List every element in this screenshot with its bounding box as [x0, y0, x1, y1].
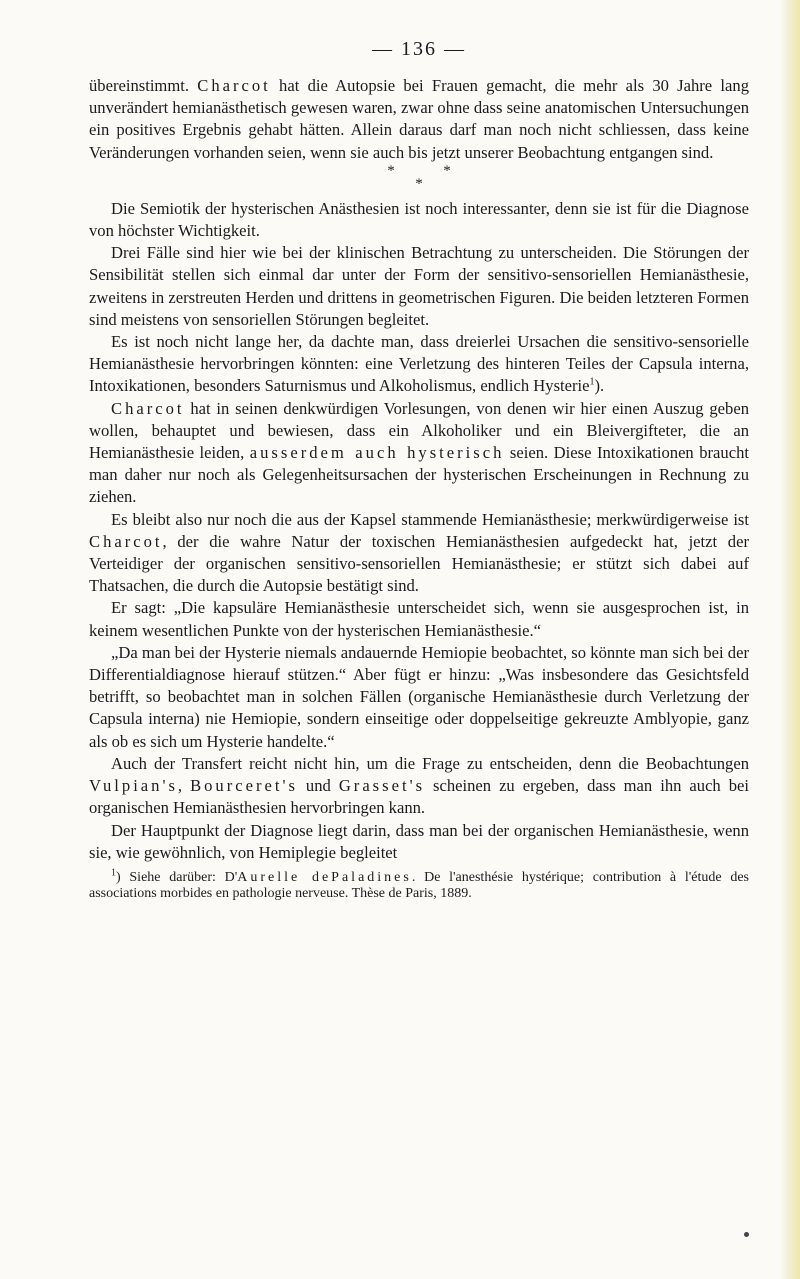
paragraph [89, 820, 749, 864]
spaced-name: Charcot [89, 531, 163, 551]
footnote-text [89, 867, 749, 902]
text-run: übereinstimmt. [89, 76, 198, 95]
text-run: . De l'anesthésie hystérique; contribution à l'étude des associations morbides en pathologie nerveuse. Thèse de Paris, 1889. [89, 869, 749, 901]
text-run: Auch der Transfert reicht nicht hin, um die Frage zu entscheiden, denn die Beobachtungen [111, 753, 749, 773]
spaced-name: Charcot [197, 76, 271, 95]
star-glyph: * [443, 162, 451, 179]
spaced-name: Bourceret's [190, 776, 298, 796]
text-run: Der Hauptpunkt der Diagnose liegt darin, dass man bei der organischen Hemianästhesie, wenn sie, wie gewöhnlich, von Hemiplegie begleitet [89, 820, 749, 862]
text-run: seien. Diese Intoxikationen braucht man daher nur noch als Gelegenheitsursachen der hysterischen Erscheinungen in Rechnung zu ziehen. [89, 443, 749, 507]
text-run: , [177, 776, 191, 796]
text-run: Es bleibt also nur noch die aus der Kapsel stammende Hemianästhesie; merkwürdigerweise ist [111, 509, 749, 529]
text-run: Er sagt: „Die kapsuläre Hemianästhesie unterscheidet sich, wenn sie ausgesprochen ist, in keinem wesentlichen Punkte von der hysterischen Hemianästhesie.“ [89, 598, 749, 640]
spaced-name: Charcot [111, 398, 185, 418]
text-run: Drei Fälle sind hier wie bei der klinischen Betrachtung zu unterscheiden. Die Störungen der Sensibilität stellen sich einmal dar unter der Form der sensitivo-sensoriellen Hemianästhesie, zweitens in zerstreuten Herden und drittens in geometrischen Figuren. Die beiden letzteren Formen sind meistens von sensoriellen Störungen begleitet. [89, 243, 749, 329]
footnote [89, 867, 749, 902]
paragraph [89, 642, 749, 753]
spaced-name: Vulpian's [89, 776, 178, 796]
footnote-marker: 1 [111, 867, 116, 879]
text-run: „Da man bei der Hysterie niemals andauernde Hemiopie beobachtet, so könnte man sich bei der Differentialdiagnose hierauf stützen.“ Aber fügt er hinzu: „Was insbesondere das Gesichtsfeld betrifft, so beobachtet man in solchen Fällen (organische Hemianästhesie durch Verletzung der Capsula interna) nie Hemiopie, sondern einseitige oder doppelseitige gekreuzte Amblyopie, ganz als ob es sich um Hysterie handelte.“ [89, 642, 749, 751]
paragraph [89, 753, 749, 820]
text-run: Die Semiotik der hysterischen Anästhesien ist noch interessanter, denn sie ist für die Diagnose von höchster Wichtigkeit. [89, 198, 749, 241]
footnote-marker: 1 [589, 376, 595, 388]
page-number: — 136 — [372, 38, 466, 60]
paragraph [89, 198, 749, 242]
text-run: ) Siehe darüber: D' [116, 869, 238, 885]
text-run: ). [594, 376, 605, 396]
text-run: , der die wahre Natur der toxischen Hemianästhesien aufgedeckt hat, jetzt der Verteidiger der organischen sensitivo-sensoriellen Hemianästhesie; er stützt sich dabei auf Thatsachen, die durch die Autopsie bestätigt sind. [89, 531, 749, 596]
paragraph [89, 242, 749, 331]
body-text [89, 75, 749, 864]
spaced-name: ausserdem auch hysterisch [249, 443, 505, 463]
star-glyph: * [415, 175, 423, 192]
page-content [89, 38, 749, 902]
spaced-name: Aurelle dePaladines [237, 869, 412, 885]
spaced-name: Grasset's [338, 776, 426, 796]
page-edge-stain [780, 0, 800, 1279]
section-divider-stars [89, 162, 749, 192]
paragraph [89, 509, 749, 598]
paragraph [89, 331, 749, 398]
text-run: hat in seinen denkwürdigen Vorlesungen, von denen wir hier einen Auszug geben wollen, behauptet und bewiesen, dass ein Alkoholiker und ein Bleivergifteter, die an Hemianästhesie leiden, [89, 398, 749, 463]
text-run: Es ist noch nicht lange her, da dachte man, dass dreierlei Ursachen die sensitivo-sensorielle Hemianästhesie hervorbringen könnten: eine Verletzung des hinteren Teiles der Capsula interna, Intoxikationen, besonders Saturnismus und Alkoholismus, endlich Hysterie [89, 332, 749, 396]
text-run: hat die Autopsie bei Frauen gemacht, die mehr als 30 Jahre lang unverändert hemianästhetisch gewesen waren, zwar ohne dass seine anatomischen Untersuchungen ein positives Ergebnis gehabt hätten. Allein daraus darf man noch nicht schliessen, dass keine Veränderungen vorhanden seien, wenn sie auch bis jetzt unserer Beobachtung entgangen sind. [89, 76, 749, 162]
paragraph [89, 398, 749, 509]
text-run: scheinen zu ergeben, dass man ihn auch bei organischen Hemianästhesien hervorbringen kann. [89, 776, 749, 818]
star-glyph: * [387, 162, 395, 179]
paragraph [89, 75, 749, 164]
paragraph [89, 597, 749, 641]
text-run: und [297, 776, 339, 796]
printing-dot [744, 1232, 749, 1237]
